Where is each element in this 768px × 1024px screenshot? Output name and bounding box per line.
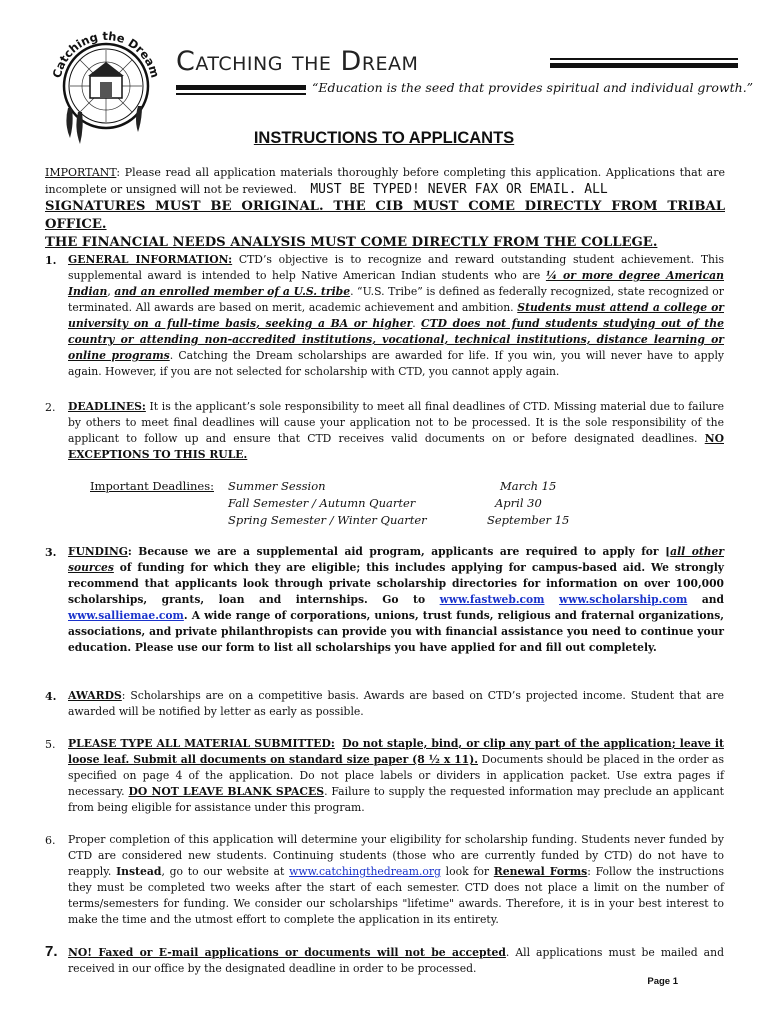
section-text: .: [412, 317, 422, 330]
emphasis: Instead: [116, 865, 162, 878]
typed-warning: MUST BE TYPED! NEVER FAX OR EMAIL. ALL: [310, 182, 608, 197]
deadline-term: Fall Semester / Autumn Quarter: [228, 496, 416, 510]
section-number: 5.: [45, 738, 56, 751]
section-heading: PLEASE TYPE ALL MATERIAL SUBMITTED:: [68, 737, 335, 750]
emphasis: all other sources: [68, 545, 724, 574]
deadlines-label: Important Deadlines:: [90, 479, 214, 493]
section-number: 2.: [45, 401, 56, 414]
section-heading: AWARDS: [68, 689, 122, 702]
section-text: . All applications must be mailed and received in our office by the designated deadline in order to be processed.: [68, 946, 724, 975]
header-rule: [550, 63, 738, 68]
section-text: . A wide range of corporations, unions, trust funds, religious and fraternal organizations, associations, and private philanthropists can provide you with financial assistance you need to continue your education. Please use our form to list all scholarships you have applied for and fill out completely.: [68, 609, 724, 654]
emphasis: Renewal Forms: [493, 865, 588, 878]
section-number: 6.: [45, 834, 56, 847]
section-text: : Follow the instructions they must be completed two weeks after the start of each semester. CTD does not place a limit on the number of terms/semesters for funding. We consider our scholarships "lifetime" awards. Therefore, it is in your best interest to make the time and the utmost effort to complete the application in its entirety.: [68, 865, 724, 926]
signatures-warning: SIGNATURES MUST BE ORIGINAL. THE CIB MUST COME DIRECTLY FROM TRIBAL OFFICE.: [45, 199, 725, 232]
header-rule: [550, 58, 738, 60]
fastweb-link[interactable]: www.fastweb.com: [439, 593, 545, 606]
emphasis: NO EXCEPTIONS TO THIS RULE.: [68, 432, 724, 461]
no-fax-section: [68, 945, 724, 977]
financial-warning: THE FINANCIAL NEEDS ANALYSIS MUST COME DIRECTLY FROM THE COLLEGE.: [45, 235, 658, 250]
emphasis: Students must attend a college or university on a full-time basis, seeking a BA or higher: [68, 301, 724, 330]
section-number: 4.: [45, 690, 57, 703]
svg-text:Catching the Dream: Catching the Dream: [49, 28, 163, 80]
section-text: ⌊: [665, 545, 671, 558]
funding-section: [68, 544, 724, 656]
section-text: : Because we are a supplemental aid program, applicants are required to apply for: [127, 545, 666, 558]
page-number: Page 1: [647, 976, 678, 987]
type-material-section: [68, 736, 724, 816]
section-text: Documents should be placed in the order as specified on page 4 of the application. Do not place labels or dividers in application packet. Use extra pages if necessary.: [68, 753, 724, 798]
motto: “Education is the seed that provides spiritual and individual growth.”: [312, 80, 754, 95]
section-text: look for: [440, 865, 494, 878]
section-heading: DEADLINES:: [68, 400, 146, 413]
section-number: 1.: [45, 254, 57, 267]
brand-name: Catching the Dream: [176, 46, 419, 77]
emphasis: CTD does not fund students studying out of the country or attending non-accredited institutions, vocational, technical institutions, distance learning or online programs: [68, 317, 724, 362]
renewal-section: [68, 832, 724, 928]
important-label: IMPORTANT: [45, 166, 117, 179]
section-text: . Catching the Dream scholarships are awarded for life. If you win, you will never have to apply again. However, if you are not selected for scholarship with CTD, you cannot apply again.: [68, 349, 724, 378]
salliemae-link[interactable]: www.salliemae.com: [68, 609, 184, 622]
section-number: 7.: [45, 943, 58, 960]
section-text: CTD’s objective is to recognize and reward outstanding student achievement. This supplemental award is intended to help Native American Indian students who are: [68, 253, 724, 282]
section-heading: GENERAL INFORMATION:: [68, 253, 233, 266]
catchingthedream-link[interactable]: www.catchingthedream.org: [289, 865, 441, 878]
emphasis: ¼ or more degree American Indian: [68, 269, 724, 298]
header-rule: [176, 93, 306, 95]
emphasis: and an enrolled member of a U.S. tribe: [114, 285, 351, 298]
important-text: : Please read all application materials thoroughly before completing this application. Applications that are incomplete or unsigned will not be reviewed.: [45, 166, 725, 196]
section-number: 3.: [45, 546, 57, 559]
page-title: INSTRUCTIONS TO APPLICANTS: [253, 129, 515, 147]
deadline-date: April 30: [495, 496, 542, 510]
section-text: ,: [107, 285, 115, 298]
deadline-term: Spring Semester / Winter Quarter: [228, 513, 427, 527]
section-text: of funding for which they are eligible; this includes applying for campus-based aid. We strongly recommend that applicants look through private scholarship directories for information on over 100,000 scholarships, grants, loan and internships. Go to: [68, 561, 724, 606]
deadlines-section: [68, 399, 724, 463]
general-information: [68, 252, 724, 380]
deadline-date: September 15: [487, 513, 570, 527]
section-text: . “U.S. Tribe” is defined as federally recognized, state recognized or terminated. All awards are based on merit, academic achievement and ambition.: [68, 285, 724, 314]
section-text: , go to our website at: [161, 865, 290, 878]
section-text: : Scholarships are on a competitive basis. Awards are based on CTD’s projected income. Student that are awarded will be notified by letter as early as possible.: [68, 689, 724, 718]
section-heading: FUNDING: [68, 545, 128, 558]
important-notice: [45, 164, 725, 252]
section-text: It is the applicant’s sole responsibility to meet all final deadlines of CTD. Missing material due to failure by others to meet final deadlines will cause your application not to be processed. It is the sole responsibility of the applicant to follow up and ensure that CTD receives valid documents on or before designated deadlines.: [68, 400, 724, 445]
section-text: . Failure to supply the requested information may preclude an applicant from being eligible for assistance under this program.: [68, 785, 725, 814]
scholarship-link[interactable]: www.scholarship.com: [559, 593, 688, 606]
header-rule: [176, 85, 306, 90]
awards-section: [68, 688, 724, 720]
deadline-term: Summer Session: [228, 479, 326, 493]
emphasis: DO NOT LEAVE BLANK SPACES: [128, 785, 325, 798]
emphasis: Do not staple, bind, or clip any part of the application; leave it loose leaf. Submit all documents on standard size paper (8 ½ x 11).: [68, 737, 724, 766]
section-heading: NO! Faxed or E-mail applications or documents will not be accepted: [68, 946, 506, 959]
section-text: Proper completion of this application will determine your eligibility for scholarship funding. Students never funded by CTD are considered new students. Continuing students (those who are currently funded by CTD) do not have to reapply.: [68, 833, 724, 878]
section-text: and: [687, 593, 725, 606]
deadline-date: March 15: [500, 479, 557, 493]
